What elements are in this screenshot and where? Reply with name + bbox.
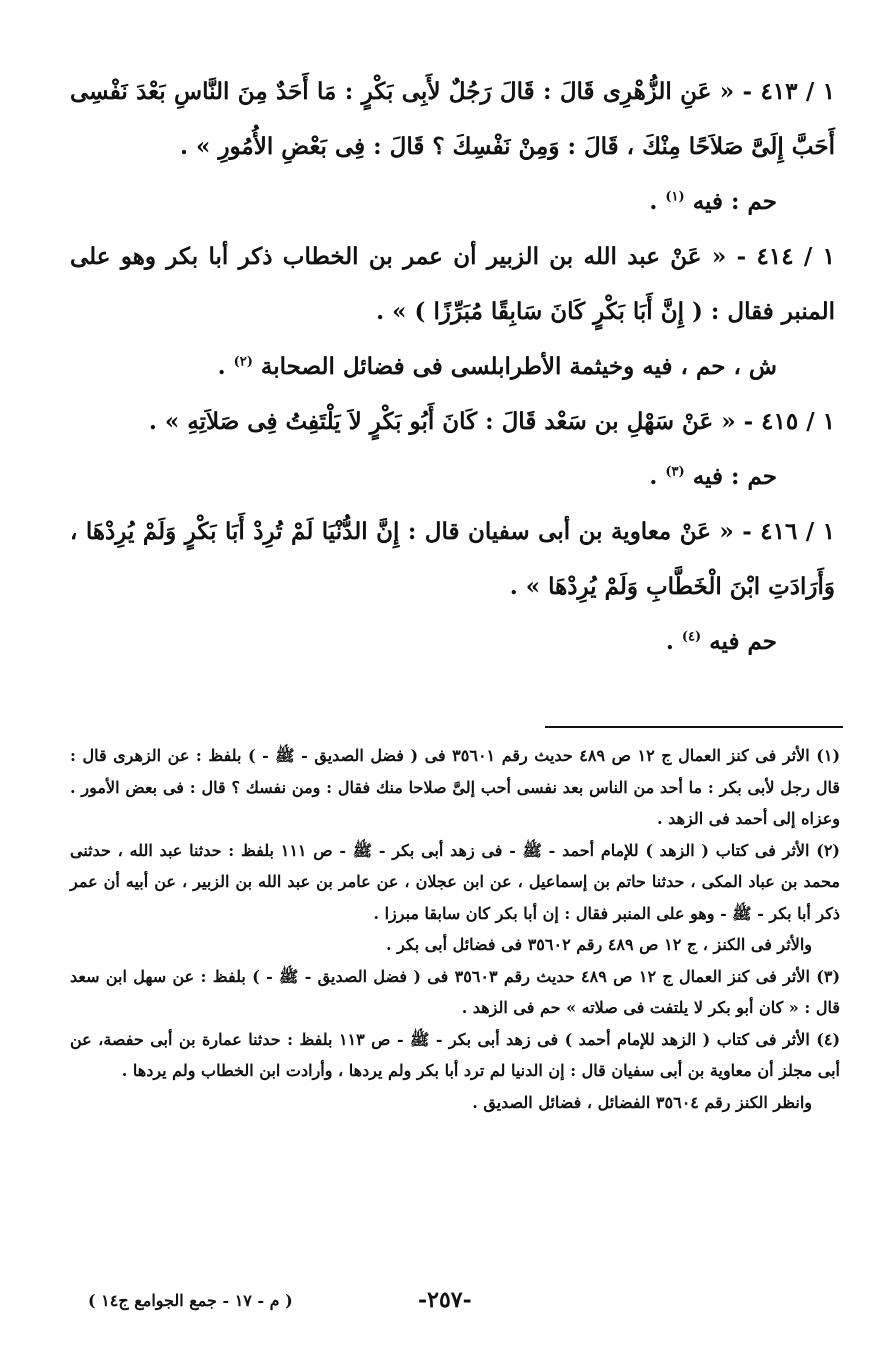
- footnote-label: (٤): [816, 1029, 841, 1049]
- hadith-number: ١ / ٤١٥: [761, 408, 835, 435]
- footnote: [70, 961, 840, 1024]
- main-text: [70, 64, 835, 669]
- source-text: حم : فيه: [692, 463, 777, 490]
- hadith-number: ١ / ٤١٦: [760, 518, 836, 545]
- hadith-entry: ١ / ٤١٥ - « عَنْ سَهْلِ بن سَعْد قَالَ : كَانَ أَبُو بَكْرٍ لاَ يَلْتَفِتُ فِى صَلاَتِهِ » .: [148, 408, 835, 435]
- footnote-continuation: [70, 1087, 840, 1119]
- footnote-continuation: [70, 929, 840, 961]
- footnote-text: الأثر فى كتاب ( الزهد ) للإمام أحمد - ﷺ - فى زهد أبى بكر - ﷺ - ص ١١١ بلفظ : حدثنا عبد الله ، حدثنى محمد بن عباد المكى ، حدثنا حاتم بن إسماعيل ، عن ابن عجلان ، عن عامر بن عبد الله بن الزبير ، عن أبيه أن عمر ذكر أبا بكر - ﷺ - وهو على المنبر فقال : إن أبا بكر كان سابقا مبرزا .: [70, 840, 840, 923]
- footnote-text: الأثر فى كنز العمال ج ١٢ ص ٤٨٩ حديث رقم ٣٥٦٠١ فى ( فضل الصديق - ﷺ - ) بلفظ : عن الزهرى قال : قال رجل لأبى بكر : ما أحد من الناس بعد نفسى أحب إلىَّ صلاحا منك فقال : ومن نفسك ؟ قال : فى بعض الأمور . وعزاه إلى أحمد فى الزهد .: [70, 746, 840, 828]
- footnote: [70, 740, 840, 835]
- footnote-ref[interactable]: (٣): [665, 464, 685, 480]
- hadith-entry: ١ / ٤١٣ - « عَنِ الزُّهْرِى قَالَ : قَالَ رَجُلٌ لأَبِى بَكْرٍ : مَا أَحَدٌ مِنَ النَّاسِ بَعْدَ نَفْسِى أَحَبَّ إِلَىَّ صَلاَحًا مِنْكَ ، قَالَ : وَمِنْ نَفْسِكَ ؟ قَالَ : فِى بَعْضِ الأُمُورِ » .: [70, 78, 835, 160]
- footnote-label: (١): [816, 746, 841, 765]
- footnote-text: والأثر فى الكنز ، ج ١٢ ص ٤٨٩ رقم ٣٥٦٠٢ فى فضائل أبى بكر .: [385, 935, 812, 954]
- hadith-source: ش ، حم ، فيه وخيثمة الأطرابلسى فى فضائل الصحابة $^{(٢)}$ .: [217, 353, 777, 380]
- hadith-text: « عَنْ معاوية بن أبى سفيان قال : إِنَّ الدُّنْيَا لَمْ تُرِدْ أَبَا بَكْرٍ وَلَمْ يُرِدْهَا ، وَأَرَادَتِ ابْنَ الْخَطَّابِ وَلَمْ يُرِدْهَا » .: [70, 518, 835, 600]
- source-text: ش ، حم ، فيه وخيثمة الأطرابلسى فى فضائل الصحابة: [260, 353, 777, 380]
- footnote-label: (٢): [816, 840, 840, 860]
- hadith-source: حم : فيه $^{(٣)}$ .: [649, 463, 777, 490]
- hadith-text: « عَنْ عبد الله بن الزبير أن عمر بن الخطاب ذكر أبا بكر وهو على المنبر فقال : ( إِنَّ أَبَا بَكْرٍ كَانَ سَابِقًا مُبَرِّزًا ) » .: [70, 243, 835, 325]
- hadith-number: ١ / ٤١٣: [760, 78, 835, 105]
- source-text: حم فيه: [709, 628, 777, 655]
- hadith-source: حم : فيه $^{(١)}$ .: [649, 188, 777, 215]
- hadith-source: حم فيه $^{(٤)}$ .: [665, 628, 777, 655]
- hadith-entry: ١ / ٤١٤ - « عَنْ عبد الله بن الزبير أن عمر بن الخطاب ذكر أبا بكر وهو على المنبر فقال : ( إِنَّ أَبَا بَكْرٍ كَانَ سَابِقًا مُبَرِّزًا ) » .: [70, 243, 835, 325]
- footnote: [70, 1024, 840, 1087]
- footnote-divider: [545, 726, 843, 728]
- source-text: حم : فيه: [692, 188, 777, 215]
- footnotes: [70, 740, 840, 1118]
- hadith-number: ١ / ٤١٤: [756, 243, 835, 270]
- page-number: -٢٥٧-: [418, 1287, 472, 1313]
- hadith-text: « عَنْ سَهْلِ بن سَعْد قَالَ : كَانَ أَبُو بَكْرٍ لاَ يَلْتَفِتُ فِى صَلاَتِهِ » .: [148, 408, 736, 435]
- footnote: [70, 835, 840, 930]
- footnote-label: (٣): [816, 966, 841, 986]
- footnote-text: الأثر فى كتاب ( الزهد للإمام أحمد ) فى زهد أبى بكر - ﷺ - ص ١١٣ بلفظ : حدثنا عمارة بن أبى حفصة، عن أبى مجلز أن معاوية بن أبى سفيان قال : إن الدنيا لم ترد أبا بكر ولم يردها ، وأرادت ابن الخطاب ولم يردها .: [70, 1029, 840, 1080]
- hadith-entry: ١ / ٤١٦ - « عَنْ معاوية بن أبى سفيان قال : إِنَّ الدُّنْيَا لَمْ تُرِدْ أَبَا بَكْرٍ وَلَمْ يُرِدْهَا ، وَأَرَادَتِ ابْنَ الْخَطَّابِ وَلَمْ يُرِدْهَا » .: [70, 518, 836, 600]
- footnote-text: الأثر فى كنز العمال ج ١٢ ص ٤٨٩ حديث رقم ٣٥٦٠٣ فى ( فضل الصديق - ﷺ - ) بلفظ : عن سهل ابن سعد قال : « كان أبو بكر لا يلتفت فى صلاته » حم فى الزهد .: [70, 966, 840, 1017]
- hadith-text: « عَنِ الزُّهْرِى قَالَ : قَالَ رَجُلٌ لأَبِى بَكْرٍ : مَا أَحَدٌ مِنَ النَّاسِ بَعْدَ نَفْسِى أَحَبَّ إِلَىَّ صَلاَحًا مِنْكَ ، قَالَ : وَمِنْ نَفْسِكَ ؟ قَالَ : فِى بَعْضِ الأُمُورِ » .: [70, 78, 835, 160]
- footnote-ref[interactable]: (٤): [681, 629, 702, 645]
- footnote-ref[interactable]: (١): [665, 189, 685, 205]
- footnote-ref[interactable]: (٢): [233, 354, 253, 370]
- footnote-text: وانظر الكنز رقم ٣٥٦٠٤ الفضائل ، فضائل الصديق .: [472, 1092, 812, 1112]
- printer-signature: ( م - ١٧ - جمع الجوامع ج١٤ ): [88, 1291, 293, 1310]
